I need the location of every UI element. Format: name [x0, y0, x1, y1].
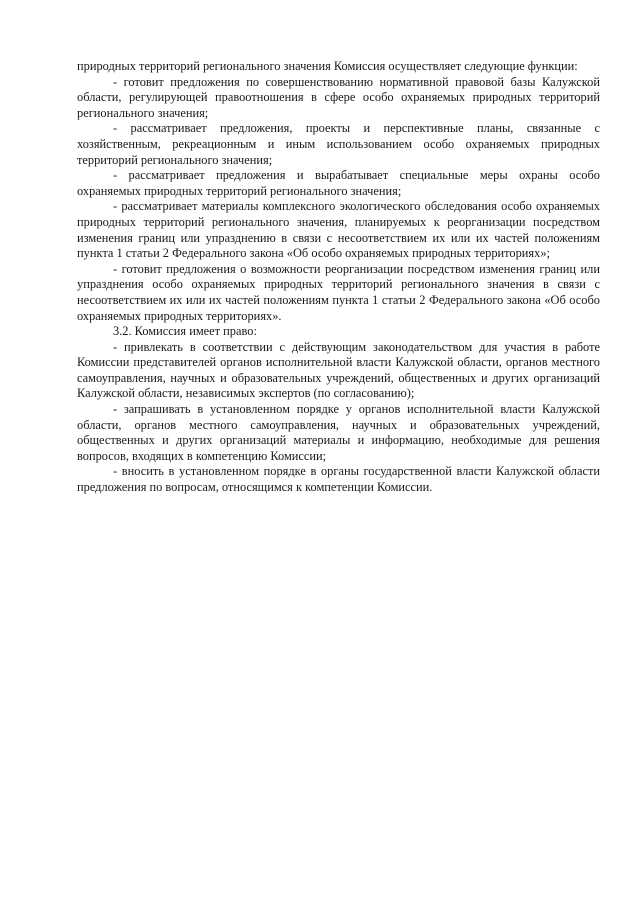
list-item-reorganization: - готовит предложения о возможности реорганизации посредством изменения границ или упразднения особо охраняемых природных территорий регионального значения в связи с несоответствием их или их частей положениям пункта 1 статьи 2 Федерального закона «Об особо охраняемых природных территориях».: [77, 261, 600, 323]
list-item-normative-base: - готовит предложения по совершенствованию нормативной правовой базы Калужской области, регулирующей правоотношения в сфере особо охраняемых природных территорий регионального значения;: [77, 74, 600, 120]
list-item-submit-proposals: - вносить в установленном порядке в органы государственной власти Калужской области предложения по вопросам, относящимся к компетенции Комиссии.: [77, 464, 600, 495]
list-item-involve-representatives: - привлекать в соответствии с действующим законодательством для участия в работе Комиссии представителей органов исполнительной власти Калужской области, органов местного самоуправления, научных и образовательных учреждений, общественных и других организаций Калужской области, независимых экспертов (по согласованию);: [77, 339, 600, 401]
section-heading-rights: 3.2. Комиссия имеет право:: [113, 324, 257, 339]
list-item-request-materials: - запрашивать в установленном порядке у органов исполнительной власти Калужской области, органов местного самоуправления, научных и образовательных учреждений, общественных и других организаций материалы и информацию, необходимые для решения вопросов, входящих в компетенцию Комиссии;: [77, 402, 600, 463]
list-item-projects-plans: - рассматривает предложения, проекты и перспективные планы, связанные с хозяйственным, рекреационным и иным использованием особо охраняемых природных территорий регионального значения;: [77, 121, 600, 167]
document-body: [77, 59, 600, 496]
list-item-protection-measures: - рассматривает предложения и вырабатывает специальные меры охраны особо охраняемых природных территорий регионального значения;: [77, 168, 600, 198]
paragraph-intro: природных территорий регионального значения Комиссия осуществляет следующие функции:: [77, 59, 578, 73]
list-item-ecological-survey: - рассматривает материалы комплексного экологического обследования особо охраняемых природных территорий регионального значения, планируемых к реорганизации посредством изменения границ или упразднению в связи с несоответствием их или их частей положениям пункта 1 статьи 2 Федерального закона «Об особо охраняемых природных территориях»;: [77, 199, 600, 261]
